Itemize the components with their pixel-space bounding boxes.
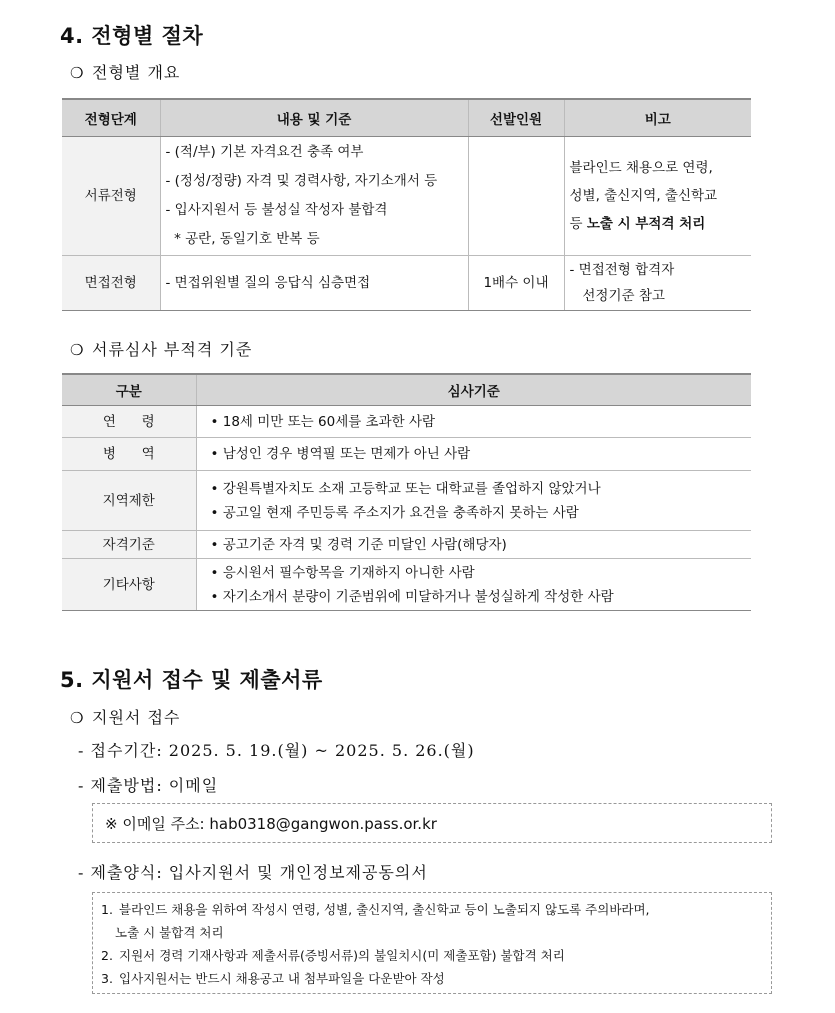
note-number: 1. xyxy=(101,902,113,917)
submission-notes-box xyxy=(92,892,772,994)
table-row xyxy=(62,471,751,531)
criteria-cell xyxy=(196,406,751,438)
note-emphasis: 노출 시 부적격 처리 xyxy=(586,216,706,232)
circle-bullet-icon: ❍ xyxy=(70,341,85,359)
criteria-cell xyxy=(196,559,751,611)
count-cell xyxy=(468,137,564,256)
note-item-continuation: 노출 시 불합격 처리 xyxy=(115,925,224,940)
note-cell xyxy=(564,137,751,256)
criteria-heading-text: 서류심사 부적격 기준 xyxy=(92,340,253,359)
email-address-text[interactable]: ※ 이메일 주소: hab0318@gangwon.pass.or.kr xyxy=(105,815,437,833)
note-text: 지원서 경력 기재사항과 제출서류(증빙서류)의 불일치시(미 제출포함) 불합격 처리 xyxy=(119,948,565,963)
category-cell: 기타사항 xyxy=(62,559,196,611)
table-row xyxy=(62,531,751,559)
note-item xyxy=(101,944,771,967)
application-period: - 접수기간: 2025. 5. 19.(월) ~ 2025. 5. 26.(월) xyxy=(78,741,475,760)
table-row xyxy=(62,256,751,311)
content-cell: - 면접위원별 질의 응답식 심층면접 xyxy=(160,256,468,311)
receipt-heading-text: 지원서 접수 xyxy=(92,708,181,727)
stage-cell: 서류전형 xyxy=(62,137,160,256)
overview-heading-text: 전형별 개요 xyxy=(92,63,181,82)
criteria-line: • 자기소개서 분량이 기준범위에 미달하거나 불성실하게 작성한 사람 xyxy=(210,588,614,605)
table-header-row xyxy=(62,99,751,137)
criteria-line: • 공고기준 자격 및 경력 기준 미달인 사람(해당자) xyxy=(210,536,507,553)
receipt-subheading xyxy=(70,705,180,728)
criteria-subheading xyxy=(70,337,252,360)
content-line: - 입사지원서 등 불성실 작성자 불합격 xyxy=(165,202,388,218)
selection-procedure-table xyxy=(62,98,751,311)
circle-bullet-icon: ❍ xyxy=(70,64,85,82)
content-cell xyxy=(160,137,468,256)
content-line: - (적/부) 기본 자격요건 충족 여부 xyxy=(165,144,364,160)
section-5-title: 5. 지원서 접수 및 제출서류 xyxy=(60,668,323,692)
table-row xyxy=(62,559,751,611)
category-cell: 연 령 xyxy=(62,406,196,438)
submission-forms: - 제출양식: 입사지원서 및 개인정보제공동의서 xyxy=(78,863,428,882)
count-cell: 1배수 이내 xyxy=(468,256,564,311)
disqualification-criteria-table xyxy=(62,373,751,611)
category-cell: 자격기준 xyxy=(62,531,196,559)
col-header-count: 선발인원 xyxy=(468,99,564,137)
note-text: 입사지원서는 반드시 채용공고 내 첨부파일을 다운받아 작성 xyxy=(119,971,445,986)
category-cell: 병 역 xyxy=(62,438,196,471)
criteria-cell xyxy=(196,438,751,471)
col-header-category: 구분 xyxy=(62,374,196,406)
overview-subheading xyxy=(70,60,180,83)
category-cell: 지역제한 xyxy=(62,471,196,531)
note-line: 선정기준 참고 xyxy=(569,288,665,304)
content-line: - (정성/정량) 자격 및 경력사항, 자기소개서 등 xyxy=(165,173,438,189)
note-line: - 면접전형 합격자 xyxy=(569,262,675,278)
col-header-stage: 전형단계 xyxy=(62,99,160,137)
note-item xyxy=(101,898,771,921)
criteria-cell xyxy=(196,531,751,559)
col-header-note: 비고 xyxy=(564,99,751,137)
criteria-cell xyxy=(196,471,751,531)
criteria-line: • 남성인 경우 병역필 또는 면제가 아닌 사람 xyxy=(210,446,471,462)
note-line: 성별, 출신지역, 출신학교 xyxy=(569,188,718,204)
note-line: 블라인드 채용으로 연령, xyxy=(569,160,713,176)
note-text: 블라인드 채용을 위하여 작성시 연령, 성별, 출신지역, 출신학교 등이 노출되지 않도록 주의바라며, xyxy=(119,902,650,917)
col-header-content: 내용 및 기준 xyxy=(160,99,468,137)
note-number: 3. xyxy=(101,971,113,986)
note-cell xyxy=(564,256,751,311)
note-prefix: 등 xyxy=(569,216,587,232)
table-header-row xyxy=(62,374,751,406)
note-item xyxy=(101,967,771,990)
criteria-line: • 18세 미만 또는 60세를 초과한 사람 xyxy=(210,413,436,430)
table-row xyxy=(62,406,751,438)
table-row xyxy=(62,137,751,256)
col-header-criteria: 심사기준 xyxy=(196,374,751,406)
note-number: 2. xyxy=(101,948,113,963)
section-4-title: 4. 전형별 절차 xyxy=(60,24,204,48)
criteria-line: • 강원특별자치도 소재 고등학교 또는 대학교를 졸업하지 않았거나 xyxy=(210,480,601,497)
content-line: * 공란, 동일기호 반복 등 xyxy=(165,231,320,247)
circle-bullet-icon: ❍ xyxy=(70,709,85,727)
stage-cell: 면접전형 xyxy=(62,256,160,311)
note-line xyxy=(570,210,751,238)
submission-method: - 제출방법: 이메일 xyxy=(78,776,219,795)
criteria-line: • 응시원서 필수항목을 기재하지 아니한 사람 xyxy=(210,564,475,581)
email-address-box xyxy=(92,803,772,843)
table-row xyxy=(62,438,751,471)
criteria-line: • 공고일 현재 주민등록 주소지가 요건을 충족하지 못하는 사람 xyxy=(210,504,579,521)
